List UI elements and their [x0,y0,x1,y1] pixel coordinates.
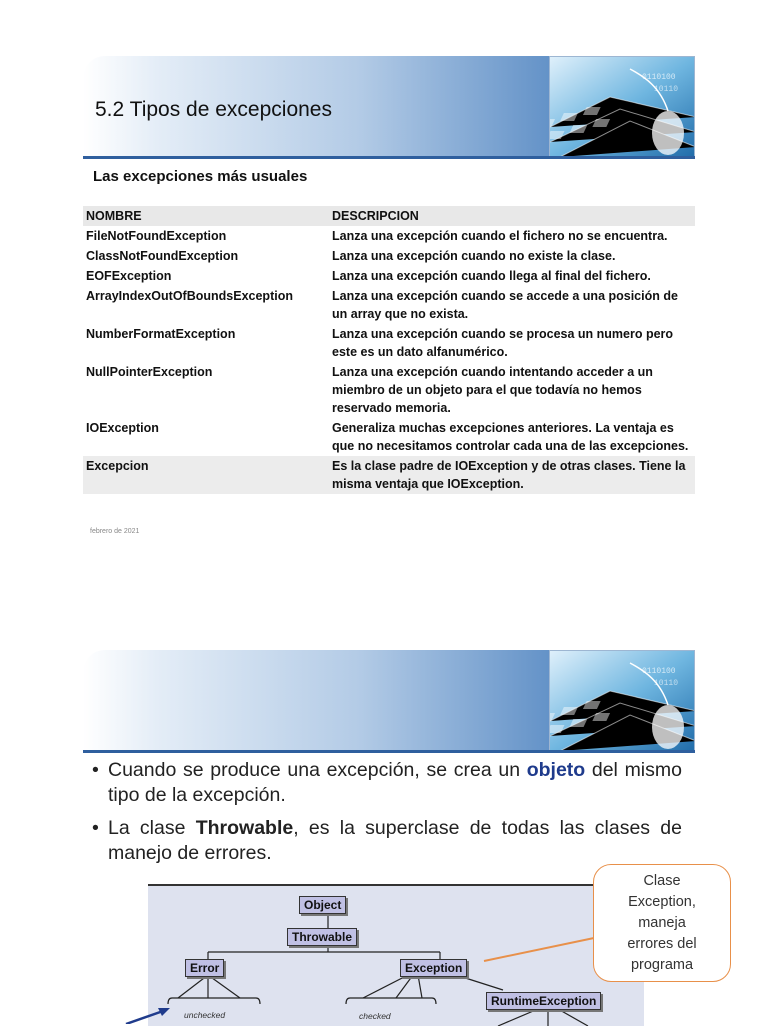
exception-description: Generaliza muchas excepciones anteriores. La ventaja es que no necesitamos controlar cada una de las excepciones. [332,421,689,453]
exception-description: Lanza una excepción cuando llega al final del fichero. [332,269,651,283]
exceptions-table [83,206,695,494]
exception-name: FileNotFoundException [86,229,227,243]
exception-callout [593,864,731,982]
svg-text:10110: 10110 [654,679,679,688]
label-unchecked: unchecked [184,1010,226,1020]
exception-name: Excepcion [83,456,329,494]
table-row [83,362,695,418]
bullet-text: La clase Throwable, es la superclase de todas las clases de manejo de errores. [108,817,682,864]
label-checked: checked [359,1011,391,1021]
exception-description: Lanza una excepción cuando se accede a una posición de un array que no exista. [332,289,678,321]
bullet-text: Cuando se produce una excepción, se crea un objeto del mismo tipo de la excepción. [108,759,682,806]
table-row [83,246,695,266]
keyword-throwable: Throwable [195,817,294,839]
exception-description: Lanza una excepción cuando intentando acceder a un miembro de un objeto para el que todavía no hemos reservado memoria. [332,365,653,415]
keyboard-mouse-image [549,56,695,158]
exception-description: Es la clase padre de IOException y de otras clases. Tiene la misma ventaja que IOException. [329,456,695,494]
table-subtitle: Las excepciones más usuales [93,168,308,185]
exception-name: ArrayIndexOutOfBoundsException [86,289,293,303]
slide1-banner-rule [83,156,695,159]
callout-line: Exception, [628,894,696,910]
exception-description: Lanza una excepción cuando el fichero no se encuentra. [332,229,668,243]
exception-hierarchy-diagram [148,884,644,1026]
bullet-list [92,758,682,874]
slide-date: febrero de 2021 [90,528,140,535]
page-title: 5.2 Tipos de excepciones [95,98,332,121]
exception-description: Lanza una excepción cuando se procesa un numero pero este es un dato alfanumérico. [332,327,674,359]
exception-name: NumberFormatException [86,327,236,341]
svg-text:0110100: 0110100 [642,667,676,676]
table-row [83,324,695,362]
column-header-name: NOMBRE [83,206,329,226]
exception-name: ClassNotFoundException [86,249,239,263]
node-runtime-exception: RuntimeException [486,992,601,1010]
exception-name: EOFException [86,269,172,283]
exception-name: IOException [86,421,159,435]
callout-line: programa [630,957,694,973]
exception-description: Lanza una excepción cuando no existe la clase. [332,249,616,263]
bullet-dot: • [92,817,99,839]
svg-text:0110100: 0110100 [642,73,676,82]
node-throwable: Throwable [287,928,357,946]
table-row [83,418,695,456]
node-error: Error [185,959,224,977]
slide2-banner-rule [83,750,695,753]
callout-line: errores del [627,936,697,952]
bullet-item [92,758,682,808]
exception-name: NullPointerException [86,365,213,379]
keyboard-mouse-image [549,650,695,752]
slide2-header-banner [83,650,695,752]
keyword-objeto: objeto [526,759,586,781]
table-row [83,226,695,246]
bullet-item [92,816,682,866]
callout-line: maneja [638,915,686,931]
svg-text:10110: 10110 [654,85,679,94]
bullet-dot: • [92,759,99,781]
node-object: Object [299,896,346,914]
callout-line: Clase [643,873,681,889]
table-row [83,456,695,494]
column-header-description: DESCRIPCION [329,206,695,226]
table-row [83,266,695,286]
node-exception: Exception [400,959,467,977]
table-row [83,286,695,324]
table-header-row [83,206,695,226]
